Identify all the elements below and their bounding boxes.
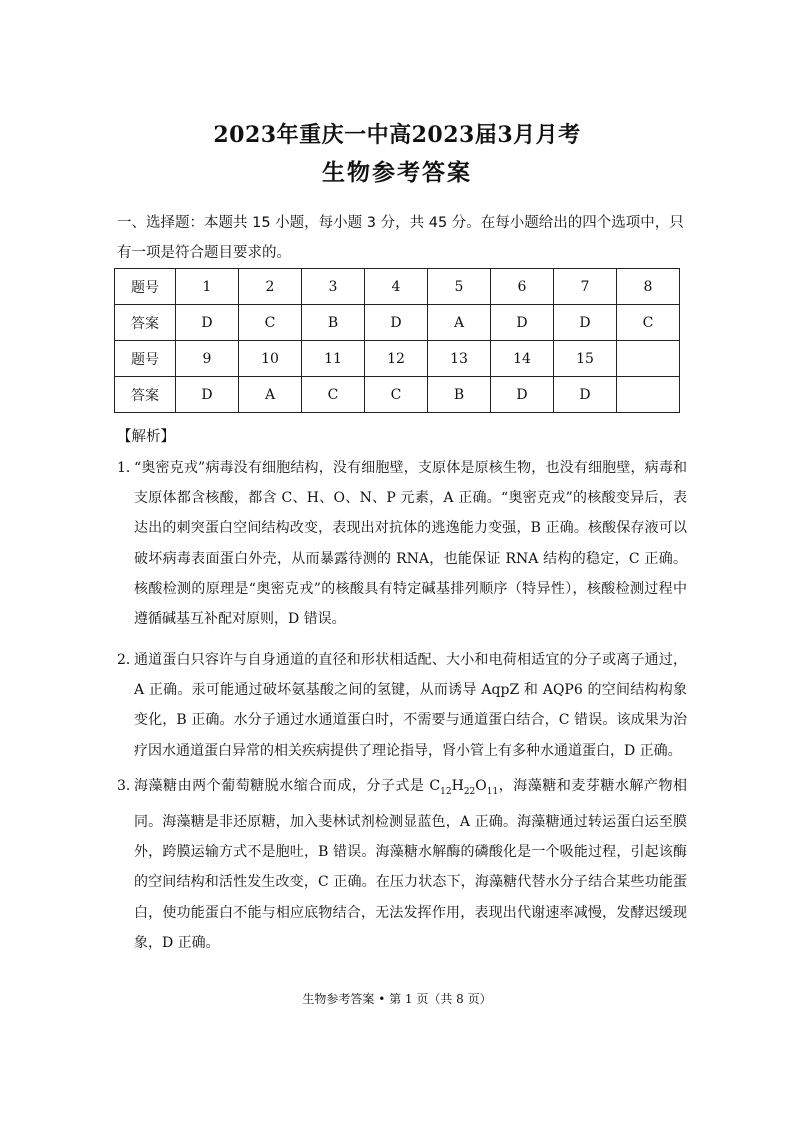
table-cell: C xyxy=(617,305,680,341)
page-title: 2023年重庆一中高2023届3月月考 xyxy=(213,122,581,148)
table-cell xyxy=(617,341,680,377)
explanation-item xyxy=(117,453,687,634)
text-segment: 海藻糖由两个葡萄糖脱水缩合而成，分子式是 C xyxy=(134,778,441,794)
table-cell: 8 xyxy=(617,269,680,305)
table-row xyxy=(115,269,680,305)
subscript: 22 xyxy=(463,786,476,797)
item-number: 3． xyxy=(117,778,140,794)
table-cell: 10 xyxy=(239,341,302,377)
table-cell: C xyxy=(365,377,428,413)
table-cell: 7 xyxy=(554,269,617,305)
explanation-item xyxy=(117,645,687,766)
table-cell: B xyxy=(302,305,365,341)
table-cell: 题号 xyxy=(115,341,176,377)
table-cell: A xyxy=(428,305,491,341)
table-cell: C xyxy=(239,305,302,341)
text-segment: ，海藻糖和麦芽糖水解产物相同。海藻糖是非还原糖，加入斐林试剂检测显蓝色，A 正确。海藻糖通过转运蛋白运至膜外，跨膜运输方式不是胞吐，B 错误。海藻糖水解酶的磷酸化是一个吸能过程，引起该酶的空间结构和活性发生改变，C 正确。在压力状态下，海藻糖代替水分子结合某些功能蛋白，使功能蛋白不能与相应底物结合，无法发挥作用，表现出代谢速率减慢，发酵迟缓现象，D 正确。 xyxy=(134,778,687,951)
explanation-item xyxy=(117,771,687,958)
item-text: “奥密克戎”病毒没有细胞结构，没有细胞壁，支原体是原核生物，也没有细胞壁，病毒和支原体都含核酸，都含 C、H、O、N、P 元素，A 正确。“奥密克戎”的核酸变异后，表达出的刺突蛋白空间结构改变，表现出对抗体的逃逸能力变强，B 正确。核酸保存液可以破坏病毒表面蛋白外壳，从而暴露待测的 RNA，也能保证 RNA 结构的稳定，C 正确。核酸检测的原理是“奥密克戎”的核酸具有特定碱基排列顺序（特异性），核酸检测过程中遵循碱基互补配对原则，D 错误。 xyxy=(134,460,687,628)
table-row xyxy=(115,305,680,341)
table-cell: D xyxy=(365,305,428,341)
text-segment: O xyxy=(475,778,487,794)
subscript: 11 xyxy=(486,786,499,797)
section-heading: 一、选择题：本题共 15 小题，每小题 3 分，共 45 分。在每小题给出的四个选项中，只有一项是符合题目要求的。 xyxy=(117,215,684,261)
table-cell: 5 xyxy=(428,269,491,305)
table-row xyxy=(115,377,680,413)
table-row xyxy=(115,341,680,377)
page-footer: 生物参考答案 • 第 1 页（共 8 页） xyxy=(302,992,492,1006)
subscript: 12 xyxy=(440,786,452,797)
table-cell xyxy=(617,377,680,413)
table-cell: D xyxy=(554,305,617,341)
table-cell: 12 xyxy=(365,341,428,377)
item-text xyxy=(117,771,687,958)
table-cell: B xyxy=(428,377,491,413)
item-number: 1． xyxy=(117,460,140,476)
analysis-label: 【解析】 xyxy=(117,429,175,445)
table-cell: 3 xyxy=(302,269,365,305)
table-cell: D xyxy=(554,377,617,413)
item-text: 通道蛋白只容许与自身通道的直径和形状相适配、大小和电荷相适宜的分子或离子通过，A 正确。汞可能通过破坏氨基酸之间的氢键，从而诱导 AqpZ 和 AQP6 的空间结构构象变化，B 正确。水分子通过水通道蛋白时，不需要与通道蛋白结合，C 错误。该成果为治疗因水通道蛋白异常的相关疾病提供了理论指导，肾小管上有多种水通道蛋白，D 正确。 xyxy=(134,652,687,759)
text-segment: H xyxy=(451,778,464,794)
page-subtitle: 生物参考答案 xyxy=(322,159,472,186)
table-cell: D xyxy=(491,377,554,413)
table-cell: 9 xyxy=(176,341,239,377)
table-cell: D xyxy=(176,377,239,413)
table-cell: 6 xyxy=(491,269,554,305)
table-cell: 11 xyxy=(302,341,365,377)
table-cell: 14 xyxy=(491,341,554,377)
table-cell: 答案 xyxy=(115,305,176,341)
answer-table xyxy=(114,268,680,413)
item-number: 2． xyxy=(117,652,140,668)
table-cell: 1 xyxy=(176,269,239,305)
table-cell: D xyxy=(491,305,554,341)
table-cell: D xyxy=(176,305,239,341)
table-cell: 答案 xyxy=(115,377,176,413)
table-cell: A xyxy=(239,377,302,413)
table-cell: 15 xyxy=(554,341,617,377)
table-cell: 4 xyxy=(365,269,428,305)
table-cell: 2 xyxy=(239,269,302,305)
table-cell: C xyxy=(302,377,365,413)
table-cell: 题号 xyxy=(115,269,176,305)
table-cell: 13 xyxy=(428,341,491,377)
